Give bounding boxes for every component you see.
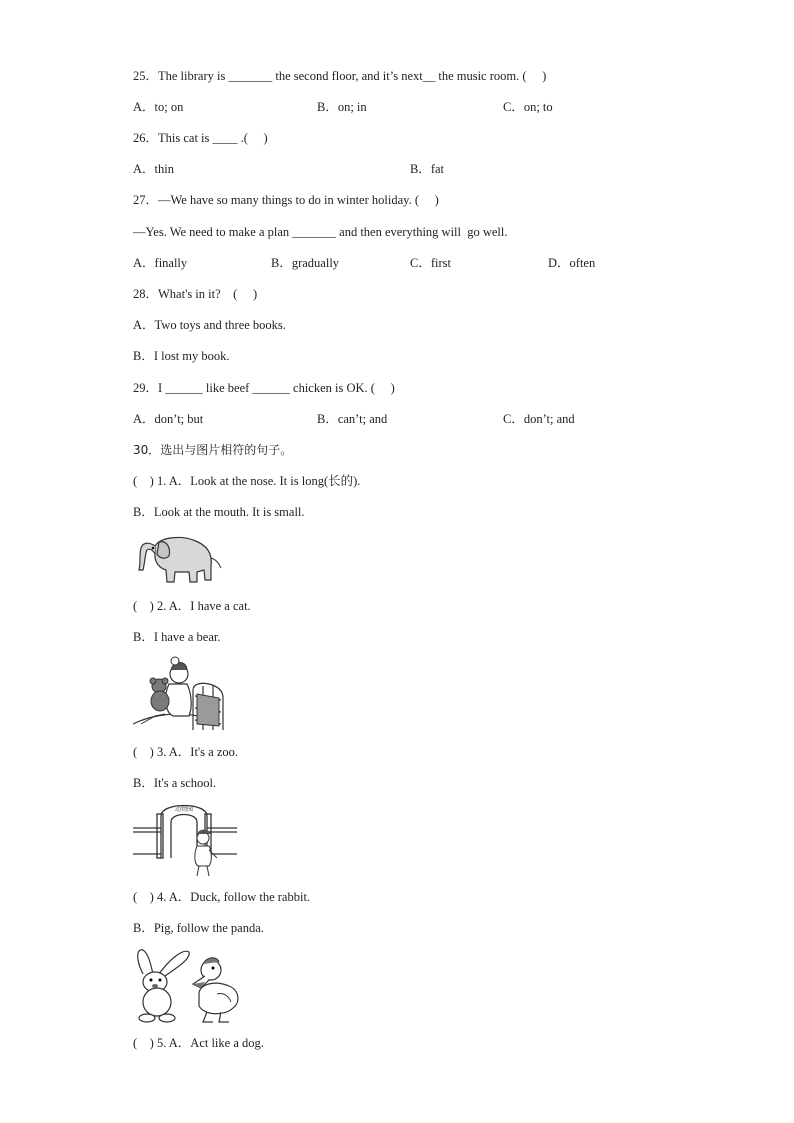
q30-item1-b: B．Look at the mouth. It is small. bbox=[133, 505, 305, 519]
q30-item1-a: ( ) 1. A．Look at the nose. It is long(长的). bbox=[133, 474, 361, 488]
q27-option-c: C．first bbox=[410, 256, 451, 270]
q26-option-b: B．fat bbox=[410, 162, 445, 176]
q25-stem: 25．The library is _______ the second floor, and it’s next__ the music room. ( ) bbox=[133, 69, 547, 83]
zoo-sign-text: 动物园 bbox=[174, 806, 194, 813]
q30-stem: 30．选出与图片相符的句子。 bbox=[133, 443, 293, 457]
q30-item4-a: ( ) 4. A．Duck, follow the rabbit. bbox=[133, 890, 311, 904]
q25-option-c: C．on; to bbox=[503, 100, 553, 114]
q28-option-a: A．Two toys and three books. bbox=[133, 318, 286, 332]
q29-option-c: C．don’t; and bbox=[503, 412, 575, 426]
q30-item2-b: B．I have a bear. bbox=[133, 630, 221, 644]
q30-item3-a: ( ) 3. A．It's a zoo. bbox=[133, 745, 239, 759]
q25-option-b: B．on; in bbox=[317, 100, 367, 114]
rabbit-and-duck-picture bbox=[133, 946, 243, 1024]
q27-option-b: B．gradually bbox=[271, 256, 340, 270]
q26-option-a: A．thin bbox=[133, 162, 174, 176]
elephant-picture bbox=[133, 528, 223, 588]
q29-stem: 29．I ______ like beef ______ chicken is OK. ( ) bbox=[133, 381, 395, 395]
q29-option-a: A．don’t; but bbox=[133, 412, 204, 426]
q28-stem: 28．What's in it? ( ) bbox=[133, 287, 258, 301]
q29-option-b: B．can’t; and bbox=[317, 412, 388, 426]
q27-stem: 27．—We have so many things to do in winter holiday. ( ) bbox=[133, 193, 439, 207]
q26-stem: 26．This cat is ____ .( ) bbox=[133, 131, 268, 145]
q27-option-a: A．finally bbox=[133, 256, 188, 270]
q30-item4-b: B．Pig, follow the panda. bbox=[133, 921, 264, 935]
q30-item3-b: B．It's a school. bbox=[133, 776, 217, 790]
q27-option-d: D．often bbox=[548, 256, 596, 270]
q27-stem-reply: —Yes. We need to make a plan _______ and then everything will go well. bbox=[133, 225, 508, 239]
q30-item2-a: ( ) 2. A．I have a cat. bbox=[133, 599, 251, 613]
zoo-gate-picture bbox=[133, 800, 238, 878]
q30-item5-a: ( ) 5. A．Act like a dog. bbox=[133, 1036, 264, 1050]
q28-option-b: B．I lost my book. bbox=[133, 349, 230, 363]
q25-option-a: A．to; on bbox=[133, 100, 184, 114]
girl-with-bear-picture bbox=[133, 656, 228, 731]
